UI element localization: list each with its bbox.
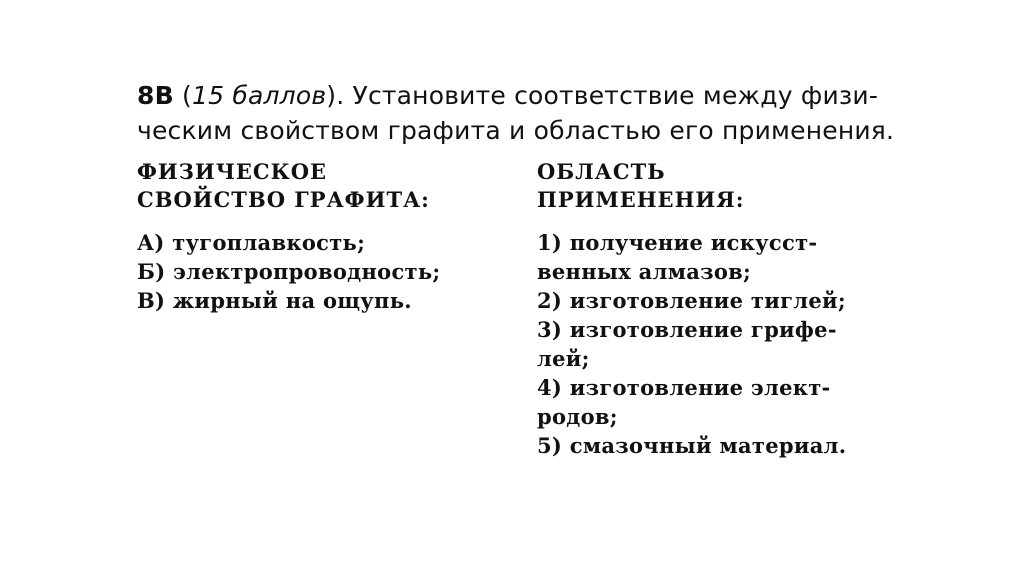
task-number: 8В (137, 81, 174, 110)
application-item-line: 5) смазочный материал. (537, 433, 847, 458)
application-item-line: лей; (537, 346, 590, 371)
heading-line: ПРИМЕНЕНИЯ: (537, 187, 745, 212)
column-heading-application-area (537, 158, 907, 214)
property-item-b: Б) электропроводность; (137, 259, 441, 284)
application-item-line: венных алмазов; (537, 259, 752, 284)
heading-line: ОБЛАСТЬ (537, 159, 666, 184)
task-statement-line-2: ческим свойством графита и областью его применения. (137, 116, 895, 145)
task-points: 15 баллов (191, 81, 327, 110)
task-text-part-1: ). Установите соответствие между физи- (326, 81, 879, 110)
task-paren-open: ( (173, 81, 192, 110)
application-item-line: 2) изготовление тиглей; (537, 288, 846, 313)
task-statement-line-1 (137, 78, 897, 113)
task-statement (137, 78, 897, 148)
heading-line: СВОЙСТВО ГРАФИТА: (137, 187, 430, 212)
heading-line: ФИЗИЧЕСКОЕ (137, 159, 328, 184)
property-item-a: А) тугоплавкость; (137, 230, 366, 255)
application-item-line: 1) получение искусст- (537, 230, 818, 255)
column-application-area (537, 158, 907, 460)
property-item-v: В) жирный на ощупь. (137, 288, 412, 313)
application-item-line: 3) изготовление грифе- (537, 317, 837, 342)
application-item-line: 4) изготовление элект- (537, 375, 831, 400)
column-physical-property (137, 158, 507, 315)
application-item-line: родов; (537, 404, 618, 429)
column-heading-physical-property (137, 158, 507, 214)
